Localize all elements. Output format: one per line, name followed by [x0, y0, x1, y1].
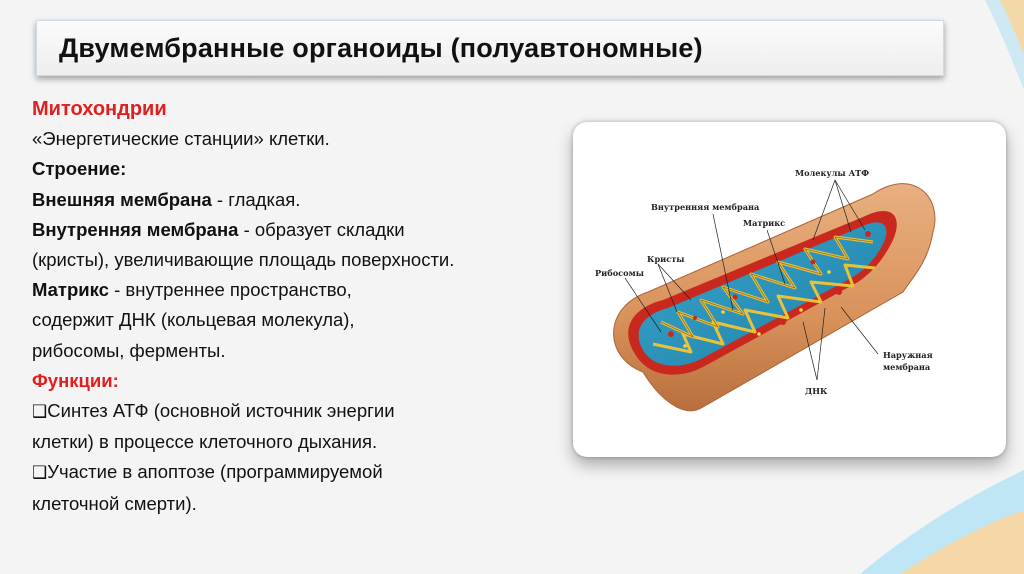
bullet-text: Синтез АТФ (основной источник энергии [47, 400, 395, 422]
text-line: «Энергетические станции» клетки. [32, 128, 330, 150]
label-outer-membrane-1: Наружная [883, 350, 933, 360]
text-line: (кристы), увеличивающие площадь поверхности. [32, 249, 455, 271]
text-line: Строение: [32, 158, 127, 180]
text-content [32, 94, 592, 519]
label-matrix: Матрикс [743, 218, 786, 228]
bullet-continuation: клеточной смерти). [32, 492, 197, 514]
bullet-continuation: клетки) в процессе клеточного дыхания. [32, 431, 378, 453]
page-title: Двумембранные органоиды (полуавтономные) [59, 32, 703, 63]
functions-heading: Функции: [32, 369, 119, 391]
bullet-text: Участие в апоптозе (программируемой [47, 461, 383, 483]
label-atp: Молекулы АТФ [795, 168, 870, 178]
term-description: - образует складки [238, 218, 405, 240]
text-line: содержит ДНК (кольцевая молекула), [32, 309, 355, 331]
mitochondrion-illustration [573, 122, 1006, 457]
term: Внутренняя мембрана [32, 218, 239, 240]
text-line [32, 275, 592, 305]
bullet-item [32, 396, 592, 427]
bullet-item [32, 457, 592, 488]
text-line [32, 185, 592, 215]
checkbox-bullet-icon: ❑ [32, 463, 48, 484]
mitochondrion-diagram [573, 122, 1006, 457]
label-cristae: Кристы [647, 254, 685, 264]
section-heading: Митохондрии [32, 98, 167, 120]
term: Внешняя мембрана [32, 188, 212, 210]
term: Матрикс [32, 279, 109, 301]
term-description: - внутреннее пространство, [108, 279, 352, 301]
label-ribosomes: Рибосомы [595, 268, 644, 278]
label-outer-membrane-2: мембрана [883, 362, 931, 372]
text-line [32, 215, 592, 245]
checkbox-bullet-icon: ❑ [32, 402, 48, 423]
label-dna: ДНК [805, 386, 828, 396]
label-inner-membrane: Внутренняя мембрана [651, 202, 760, 212]
term-description: - гладкая. [211, 188, 301, 210]
title-bar [36, 20, 944, 76]
text-line: рибосомы, ферменты. [32, 339, 226, 361]
